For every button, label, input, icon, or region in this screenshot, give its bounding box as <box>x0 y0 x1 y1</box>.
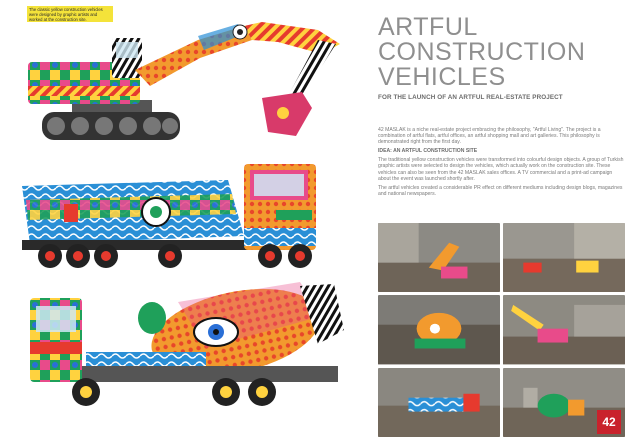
yellow-note: The classic yellow construction vehicles were designed by graphic artists and worked at the construction site. <box>27 6 113 22</box>
intro-paragraph: 42 MASLAK is a niche real-estate project embracing the philosophy, "Artful Living". The project is a combination of artful flats, artful offices, an artful shopping mall and art galleries. This philosophy is demonstrated right from the first day. <box>378 127 601 146</box>
site-photo <box>378 368 500 437</box>
idea-paragraph: The traditional yellow construction vehicles were transformed into colourful design objects. A group of Turkish graphic artists were selected to design the vehicles, which actually work on the construction site. These vehicles can also be seen from the 42 MASLAK sales offices. A TV commercial and a print-ad campaign about the event was launched shortly after. <box>378 157 624 182</box>
idea-heading: IDEA: AN ARTFUL CONSTRUCTION SITE <box>378 148 478 155</box>
site-photo <box>503 295 625 364</box>
site-photo <box>378 223 500 292</box>
logo-42: 42 <box>597 410 621 434</box>
excavator-drawing <box>28 22 340 140</box>
title-block <box>378 15 628 101</box>
page-subtitle: FOR THE LAUNCH OF AN ARTFUL REAL-ESTATE PROJECT <box>378 94 563 101</box>
site-photo <box>378 295 500 364</box>
result-paragraph: The artful vehicles created a considerable PR effect on different mediums including design blogs, magazines and national newspapers. <box>378 184 623 197</box>
site-photo <box>503 223 625 292</box>
page-title: ARTFUL CONSTRUCTION VEHICLES <box>378 13 586 91</box>
cement-mixer-drawing <box>30 275 344 406</box>
body-text <box>378 127 626 200</box>
photo-grid <box>378 223 625 437</box>
dump-truck-drawing <box>22 164 316 268</box>
